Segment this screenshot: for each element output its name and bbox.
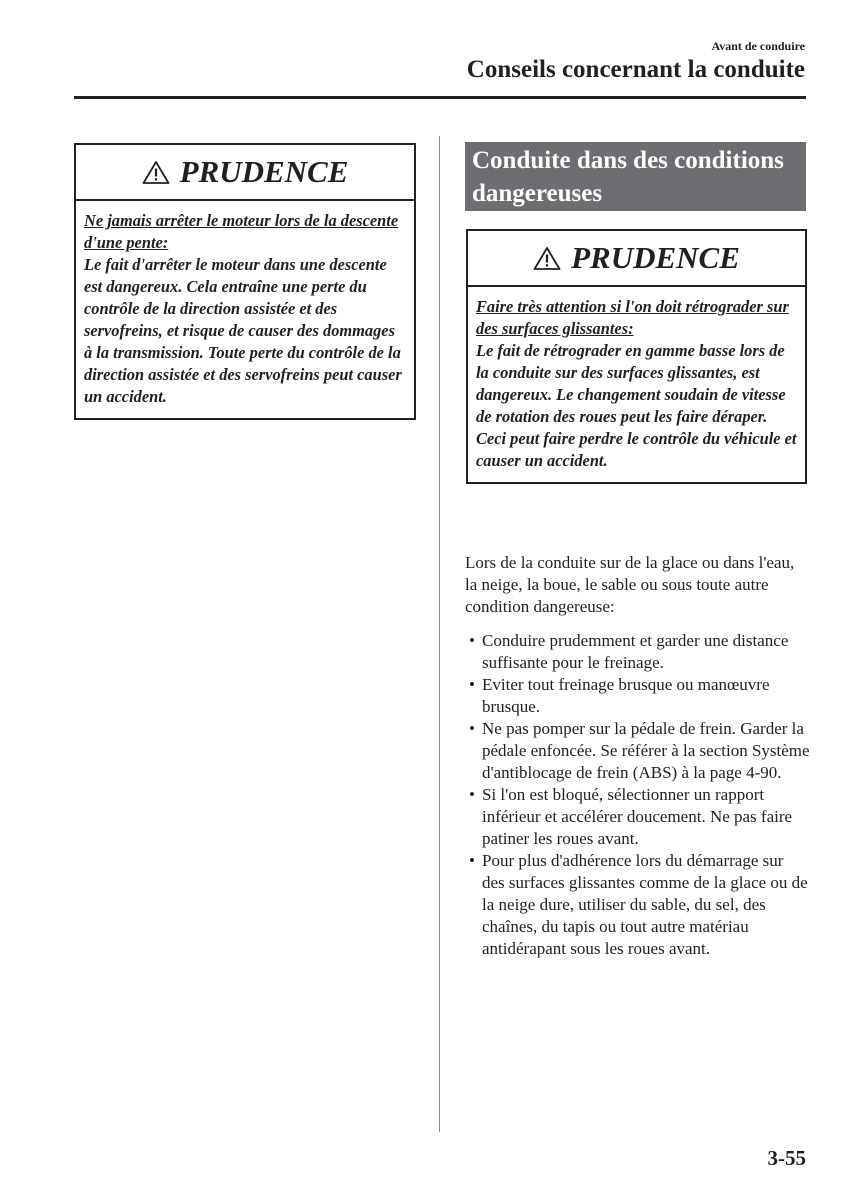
bullet-marker: • bbox=[469, 851, 475, 870]
list-item-text: Conduire prudemment et garder une distance suffisante pour le freinage. bbox=[482, 631, 789, 672]
caution-lead: Ne jamais arrêter le moteur lors de la descente d'une pente: bbox=[84, 211, 399, 252]
page-title: Conseils concernant la conduite bbox=[466, 56, 805, 83]
list-item-text: Ne pas pomper sur la pédale de frein. Garder la pédale enfoncée. Se référer à la section Système d'antiblocage de frein (ABS) à la page 4-90. bbox=[482, 719, 810, 782]
body-text bbox=[465, 552, 810, 960]
list-item-text: Pour plus d'adhérence lors du démarrage sur des surfaces glissantes comme de la glace ou de la neige dure, utiliser du sable, du sel, des chaînes, du tapis ou tout autre matériau antidérapant sous les roues avant. bbox=[482, 851, 808, 958]
list-item bbox=[465, 718, 810, 784]
warning-triangle-icon bbox=[533, 246, 561, 271]
caution-header bbox=[76, 145, 414, 201]
caution-body bbox=[468, 287, 805, 482]
left-caution-box bbox=[74, 143, 416, 420]
page-number: 3-55 bbox=[767, 1146, 806, 1170]
caution-label: PRUDENCE bbox=[571, 240, 740, 275]
bullet-marker: • bbox=[469, 785, 475, 804]
bullet-list bbox=[465, 630, 810, 960]
caution-label: PRUDENCE bbox=[179, 154, 349, 189]
list-item bbox=[465, 674, 810, 718]
bullet-marker: • bbox=[469, 719, 475, 738]
column-divider bbox=[439, 136, 440, 1132]
list-item-text: Eviter tout freinage brusque ou manœuvre brusque. bbox=[482, 675, 770, 716]
list-item bbox=[465, 850, 810, 960]
warning-triangle-icon bbox=[142, 160, 170, 185]
caution-text: Le fait de rétrograder en gamme basse lors de la conduite sur des surfaces glissantes, est dangereux. Le changement soudain de vitesse de rotation des roues peut les faire déraper. Ceci peut faire perdre le contrôle du véhicule et causer un accident. bbox=[476, 341, 797, 470]
caution-lead: Faire très attention si l'on doit rétrograder sur des surfaces glissantes: bbox=[476, 297, 789, 338]
bullet-marker: • bbox=[469, 675, 475, 694]
list-item bbox=[465, 784, 810, 850]
section-heading: Conduite dans des conditions dangereuses bbox=[465, 142, 806, 211]
caution-header bbox=[468, 231, 805, 287]
caution-body bbox=[76, 201, 414, 418]
header-rule bbox=[74, 96, 806, 99]
intro-paragraph: Lors de la conduite sur de la glace ou dans l'eau, la neige, la boue, le sable ou sous toute autre condition dangereuse: bbox=[465, 553, 795, 616]
running-header-section: Avant de conduire bbox=[711, 39, 805, 53]
caution-text: Le fait d'arrêter le moteur dans une descente est dangereux. Cela entraîne une perte du contrôle de la direction assistée et des servofreins, et risque de causer des dommages à la transmission. Toute perte du contrôle de la direction assistée et des servofreins peut causer un accident. bbox=[84, 255, 402, 406]
list-item-text: Si l'on est bloqué, sélectionner un rapport inférieur et accélérer doucement. Ne pas faire patiner les roues avant. bbox=[482, 785, 793, 848]
list-item bbox=[465, 630, 810, 674]
right-caution-box bbox=[466, 229, 807, 484]
bullet-marker: • bbox=[469, 631, 475, 650]
